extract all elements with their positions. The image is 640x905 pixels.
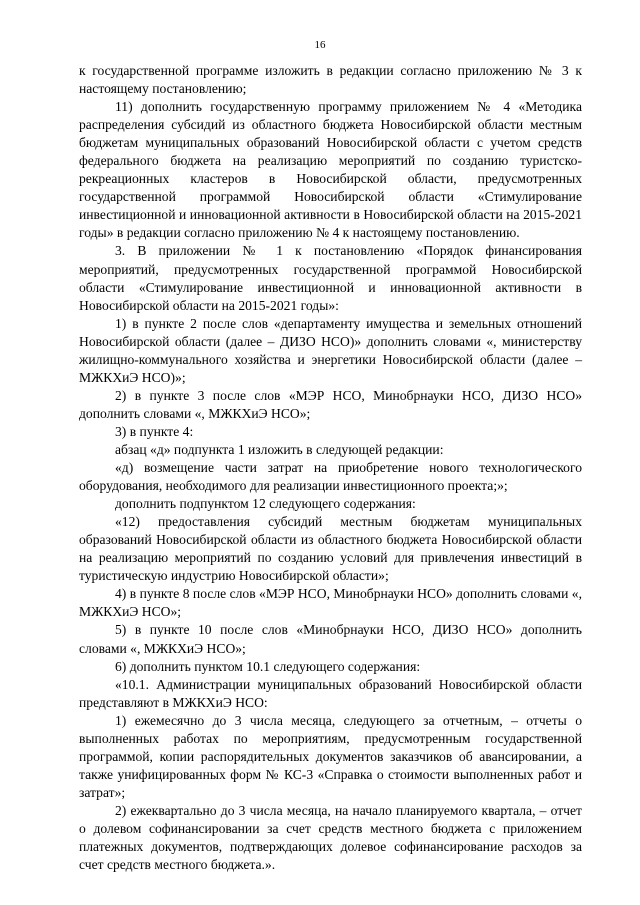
paragraph-section-3: 3. В приложении № 1 к постановлению «Порядок финансирования мероприятий, предусмотренных государственной программой Новосибирской области «Стимулирование инвестиционной и инновационной активности в Новосибирской области на 2015-2021 годы»: [79,243,582,313]
paragraph-subitem-2: 2) в пункте 3 после слов «МЭР НСО, Минобрнауки НСО, ДИЗО НСО» дополнить словами «, МЖКХиЭ НСО»; [79,387,582,421]
paragraph-point-10-1-item-2: 2) ежеквартально до 3 числа месяца, на начало планируемого квартала, – отчет о долевом софинансировании за счет средств местного бюджета с приложением платежных документов, подтверждающих долевое софинансирование расходов за счет средств местного бюджета.». [79,802,582,873]
paragraph-quote-d: «д) возмещение части затрат на приобретение нового технологического оборудования, необходимого для реализации инвестиционного проекта;»; [79,460,582,494]
paragraph-point-10-1: «10.1. Администрации муниципальных образований Новосибирской области представляют в МЖКХиЭ НСО: [79,676,582,710]
paragraph-point-10-1-item-1: 1) ежемесячно до 3 числа месяца, следующего за отчетным, – отчеты о выполненных работах по мероприятиям, предусмотренным государственной программой, копии распорядительных документов заказчиков об авансировании, а также унифицированных форм № КС-3 «Справка о стоимости выполненных работ и затрат»; [79,712,582,800]
paragraph-subitem-1: 1) в пункте 2 после слов «департаменту имущества и земельных отношений Новосибирской области (далее – ДИЗО НСО)» дополнить словами «, министерству жилищно-коммунального хозяйства и энергетики Новосибирской области (далее – МЖКХиЭ НСО)»; [79,315,582,385]
paragraph-subitem-6: 6) дополнить пунктом 10.1 следующего содержания: [115,658,421,674]
paragraph-quote-12: «12) предоставления субсидий местным бюджетам муниципальных образований Новосибирской области из областного бюджета Новосибирской области на реализацию мероприятий по созданию условий для привлечения инвестиций в туристическую индустрию Новосибирской области»; [79,514,582,584]
paragraph-abzats-d: абзац «д» подпункта 1 изложить в следующей редакции: [115,441,444,457]
page-number: 16 [314,39,326,51]
paragraph-item-11: 11) дополнить государственную программу приложением № 4 «Методика распределения субсидий из областного бюджета Новосибирской области местным бюджетам муниципальных образований Новосибирской области с учетом средств федерального бюджета на реализацию мероприятий по созданию туристско-рекреационных кластеров в Новосибирской области, предусмотренных государственной программой Новосибирской области «Стимулирование инвестиционной и инновационной активности в Новосибирской области на 2015-2021 годы» в редакции согласно приложению № 4 к настоящему постановлению. [79,99,582,241]
document-body [79,62,582,874]
paragraph-subitem-4: 4) в пункте 8 после слов «МЭР НСО, Минобрнауки НСО» дополнить словами «, МЖКХиЭ НСО»; [79,586,582,620]
paragraph-continuation: к государственной программе изложить в редакции согласно приложению № 3 к настоящему постановлению; [79,63,582,97]
paragraph-subitem-5: 5) в пункте 10 после слов «Минобрнауки НСО, ДИЗО НСО» дополнить словами «, МЖКХиЭ НСО»; [79,622,582,656]
paragraph-subitem-3: 3) в пункте 4: [115,423,194,439]
paragraph-add-subpoint-12: дополнить подпунктом 12 следующего содержания: [115,496,416,512]
